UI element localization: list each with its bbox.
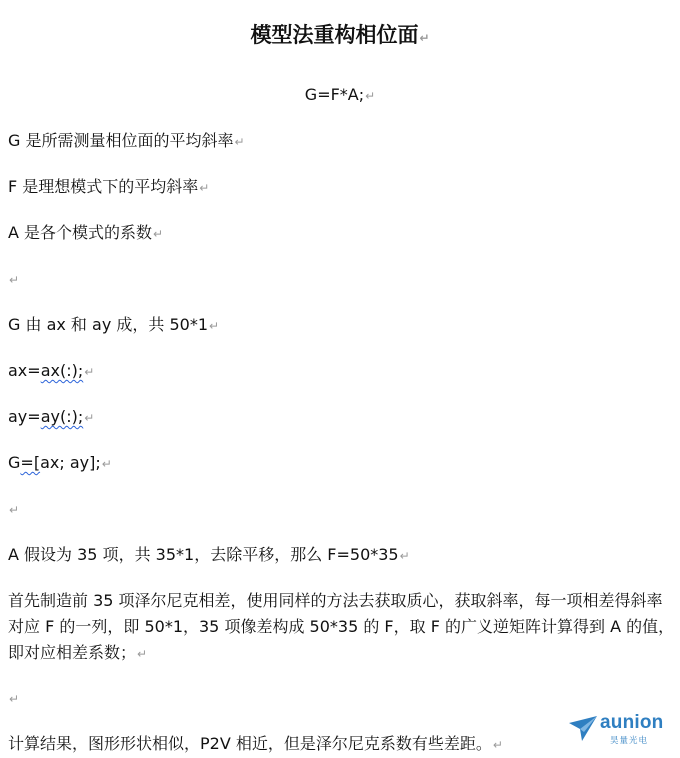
blank-line bbox=[8, 685, 676, 712]
paragraph-mark: ↵ bbox=[199, 181, 210, 195]
paragraph-mark: ↵ bbox=[234, 135, 245, 149]
paragraph-mark: ↵ bbox=[9, 273, 20, 287]
watermark-logo bbox=[568, 712, 668, 746]
paragraph-mark: ↵ bbox=[365, 89, 376, 103]
text-line: G 由 ax 和 ay 成，共 50*1↵ bbox=[8, 315, 220, 334]
paragraph-mark: ↵ bbox=[137, 647, 148, 661]
code-line: ax=ax(:);↵ bbox=[8, 361, 95, 380]
paragraph-mark: ↵ bbox=[399, 549, 410, 563]
paragraph-mark: ↵ bbox=[9, 503, 20, 517]
paper-plane-icon bbox=[568, 714, 598, 742]
text-line: A 是各个模式的系数↵ bbox=[8, 223, 164, 242]
code-line: ay=ay(:);↵ bbox=[8, 407, 95, 426]
paragraph-mark: ↵ bbox=[84, 365, 95, 379]
spellcheck-underline: =[ bbox=[20, 453, 41, 472]
paragraph-mark: ↵ bbox=[209, 319, 220, 333]
text-line: F 是理想模式下的平均斜率↵ bbox=[8, 177, 210, 196]
watermark-brand: aunion bbox=[600, 712, 664, 733]
body-paragraph: 首先制造前 35 项泽尔尼克相差，使用同样的方法去获取质心，获取斜率，每一项相差得斜率对应 F 的一列，即 50*1，35 项像差构成 50*35 的 F，取 F 的广义逆矩阵计算得到 A 的值，即对应相差系数；↵ bbox=[8, 591, 675, 662]
watermark-subtitle: 昊量光电 bbox=[610, 736, 649, 746]
text-line: 计算结果，图形形状相似，P2V 相近，但是泽尔尼克系数有些差距。↵ bbox=[8, 734, 503, 753]
blank-line bbox=[8, 496, 676, 523]
paragraph-mark: ↵ bbox=[492, 738, 503, 752]
blank-line bbox=[8, 266, 676, 293]
spellcheck-underline: ax(:); bbox=[40, 361, 84, 380]
document-title: 模型法重构相位面↵ bbox=[250, 23, 430, 47]
paragraph-mark: ↵ bbox=[9, 692, 20, 706]
paragraph-mark: ↵ bbox=[101, 457, 112, 471]
text-line: A 假设为 35 项，共 35*1，去除平移，那么 F=50*35↵ bbox=[8, 545, 410, 564]
paragraph-mark: ↵ bbox=[419, 31, 430, 45]
spellcheck-underline: ay(:); bbox=[40, 407, 84, 426]
paragraph-mark: ↵ bbox=[153, 227, 164, 241]
paragraph-mark: ↵ bbox=[84, 411, 95, 425]
text-line: G 是所需测量相位面的平均斜率↵ bbox=[8, 131, 245, 150]
code-line: G=[ax; ay];↵ bbox=[8, 453, 112, 472]
formula-line: G=F*A;↵ bbox=[304, 85, 376, 104]
